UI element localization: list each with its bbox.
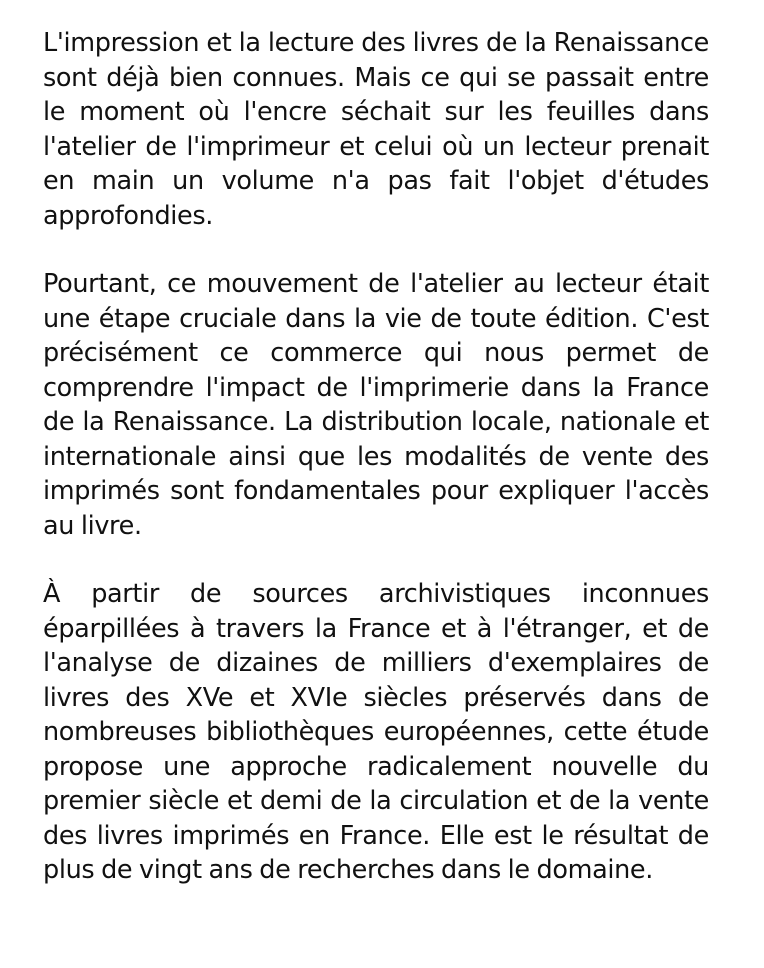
paragraph-1: L'impression et la lecture des livres de la Renaissance sont déjà bien connues. Mais ce qui se passait entre le moment où l'encre séchait sur les feuilles dans l'atelier de l'imprimeur et celui où un lecteur prenait en main un volume n'a pas fait l'objet d'études approfondies. [43, 28, 709, 231]
document-body [43, 26, 709, 888]
paragraph-3: À partir de sources archivistiques inconnues éparpillées à travers la France et à l'étranger, et de l'analyse de dizaines de milliers d'exemplaires de livres des XVe et XVIe siècles préservés dans de nombreuses bibliothèques européennes, cette étude propose une approche radicalement nouvelle du premier siècle et demi de la circulation et de la vente des livres imprimés en France. Elle est le résultat de plus de vingt ans de recherches dans le domaine. [43, 579, 709, 885]
paragraph-2: Pourtant, ce mouvement de l'atelier au lecteur était une étape cruciale dans la vie de toute édition. C'est précisément ce commerce qui nous permet de comprendre l'impact de l'imprimerie dans la France de la Renaissance. La distribution locale, nationale et internationale ainsi que les modalités de vente des imprimés sont fondamentales pour expliquer l'accès au livre. [43, 269, 709, 541]
